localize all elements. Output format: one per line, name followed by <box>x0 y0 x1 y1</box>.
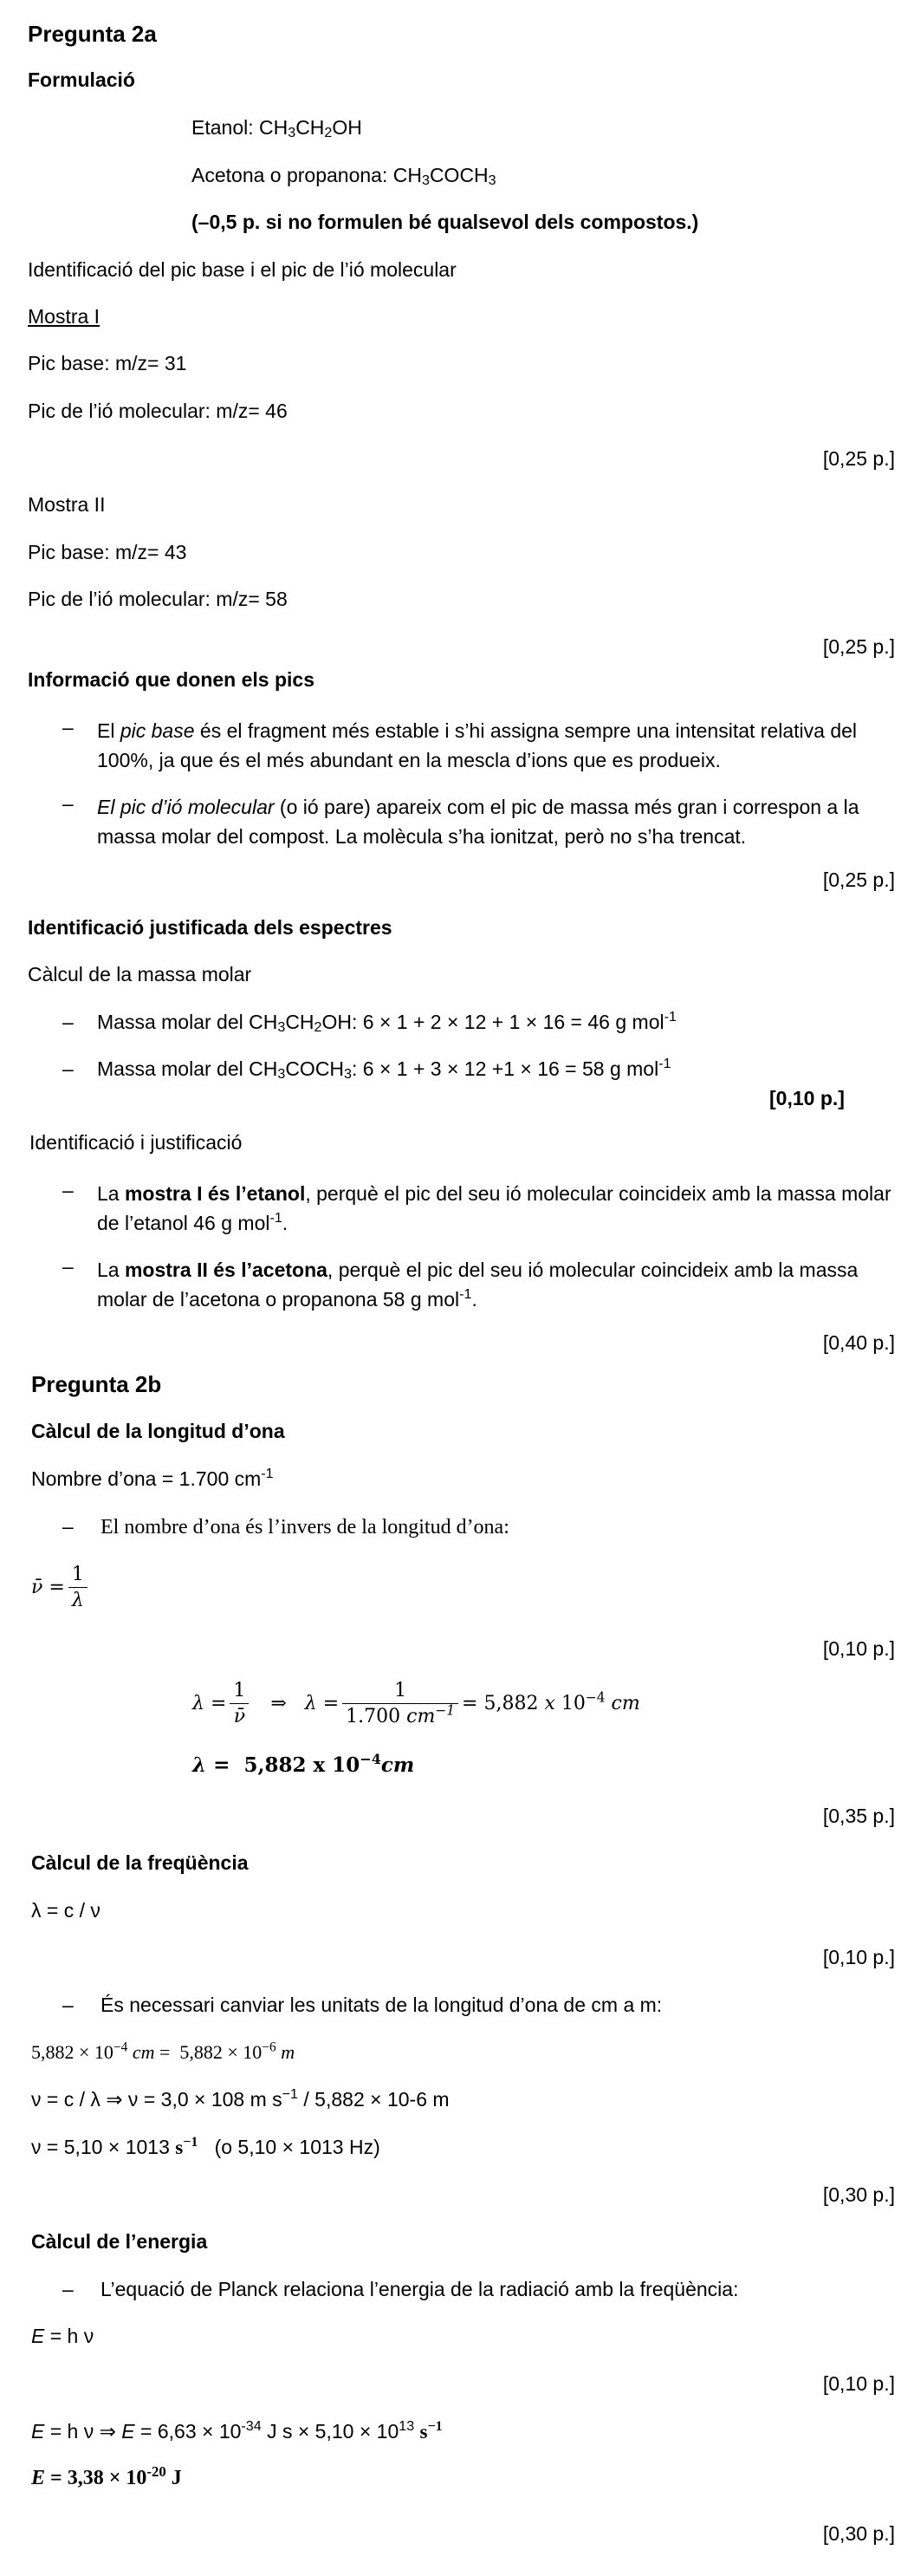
nu-calculation: ν = c / λ ⇒ ν = 3,0 × 108 m $s^{-1} / 5,882 \times 10-6$ m <box>31 2086 450 2111</box>
ij-heading: Identificació i justificació <box>29 1131 243 1154</box>
formulacio-heading: Formulació <box>28 68 135 91</box>
score-informacio: [0,25 p.] <box>822 868 895 891</box>
mostra2-pic-ion: Pic de l’ió molecular: m/z= 58 <box>28 588 288 610</box>
mostra2-pic-base: Pic base: m/z= 43 <box>28 541 187 563</box>
longitud-heading: Càlcul de la longitud d’ona <box>31 1420 285 1442</box>
unit-conversion: $5,882 \times 10^{-4}$ cm = $5,882 \times 10^{-6}$ m <box>31 2039 295 2063</box>
ij-item-2: La mostra II és l’acetona, perquè el pic del seu ió molecular coincideix amb la massa molar de l’acetona o propanona 58 g mol$^{-1}$. <box>97 1259 859 1311</box>
informacio-heading: Informació que donen els pics <box>28 668 315 691</box>
justificada-heading: Identificació justificada dels espectres <box>28 916 392 939</box>
massa-heading: Càlcul de la massa molar <box>28 963 252 986</box>
score-massa: [0,10 p.] <box>769 1087 845 1109</box>
longitud-bullet: El nombre d’ona és l’invers de la longitud d’ona: <box>100 1516 509 1538</box>
ij-item-1: La mostra I és l’etanol, perquè el pic del seu ió molecular coincideix amb la massa molar de l’etanol 46 g mol$^{-1}$. <box>97 1182 891 1234</box>
informacio-item-1: El pic base és el fragment més estable i s’hi assigna sempre una intensitat relativa del 100%, ja que és el més abundant en la mescla d’ions que es produeix. <box>97 719 858 771</box>
score-energia-2: [0,30 p.] <box>822 2522 895 2545</box>
frequencia-formula: λ = c / ν <box>31 1899 100 1922</box>
bullet-dash: – <box>62 1515 74 1538</box>
penalty-note: (–0,5 p. si no formulen bé qualsevol dels compostos.) <box>191 211 699 233</box>
score-mostra1: [0,25 p.] <box>822 447 895 470</box>
q2b-title: Pregunta 2b <box>31 1371 162 1397</box>
score-frequencia-1: [0,10 p.] <box>822 1946 895 1968</box>
lambda-result: λ = 5,882 x $10^{-4}cm$ <box>192 1751 415 1777</box>
score-longitud-2: [0,35 p.] <box>822 1805 895 1827</box>
bullet-dash: – <box>62 1011 74 1033</box>
bullet-dash: – <box>62 1179 74 1201</box>
nu-value: ν = 5,10 × 1013 $s^{-1}$ (o 5,10 × 1013 Hz) <box>31 2135 380 2158</box>
energia-result: $E = 3,38 \times 10^{-20}$ J <box>31 2462 182 2489</box>
etanol-formula: Etanol: $CH_3CH_2OH$ <box>191 116 362 141</box>
frequencia-heading: Càlcul de la freqüència <box>31 1851 249 1874</box>
energia-heading: Càlcul de l’energia <box>31 2230 208 2253</box>
identificacio-heading: Identificació del pic base i el pic de l’ió molecular <box>28 258 457 281</box>
score-mostra2: [0,25 p.] <box>822 635 895 658</box>
wavenumber-equation: ν̄ = $\frac{1}{\lambda}$ <box>31 1564 91 1612</box>
acetona-formula: Acetona o propanona: $CH_3COCH_3$ <box>191 164 496 189</box>
mostra1-pic-base: Pic base: m/z= 31 <box>28 352 187 374</box>
score-justificada: [0,40 p.] <box>822 1331 895 1354</box>
massa-etanol: Massa molar del $CH_3CH_2OH$: 6 × 1 + 2 × 12 + 1 × 16 = 46 g mol$^{-1}$ <box>97 1009 677 1036</box>
informacio-item-2: El pic d’ió molecular (o ió pare) apareix com el pic de massa més gran i correspon a la massa molar del compost. La molècula s’ha ionitzat, però no s’ha trencat. <box>97 796 859 848</box>
mostra1-label: Mostra I <box>28 305 100 328</box>
score-frequencia-2: [0,30 p.] <box>822 2183 895 2206</box>
bullet-dash: – <box>62 1057 74 1080</box>
score-energia-1: [0,10 p.] <box>822 2372 895 2395</box>
frequencia-bullet: És necessari canviar les unitats de la longitud d’ona de cm a m: <box>100 1994 663 2016</box>
bullet-dash: – <box>62 1255 74 1278</box>
bullet-dash: – <box>62 1994 74 2016</box>
nombre-ona: Nombre d’ona = 1.700 $cm^{-1}$ <box>31 1466 274 1490</box>
bullet-dash: – <box>62 716 74 738</box>
score-longitud-1: [0,10 p.] <box>822 1637 895 1660</box>
lambda-equation: λ = $\frac{1}{\nū}$ ⇒ λ = $\frac{1}{1.700 cm^{-1}}$ = 5,882 x $10^{-4}$ cm <box>192 1680 640 1728</box>
bullet-dash: – <box>62 792 74 815</box>
bullet-dash: – <box>62 2278 74 2300</box>
massa-acetona: Massa molar del $CH_3COCH_3$: 6 × 1 + 3 × 12 +1 × 16 = 58 g mol$^{-1}$ <box>97 1056 671 1083</box>
energia-calculation: E = h ν ⇒ $E = 6,63 \times 10^{-34}$ J $s \times 5,10 \times 10^{13}$ $s^{-1}$ <box>31 2418 443 2443</box>
q2a-title: Pregunta 2a <box>28 21 157 47</box>
energia-bullet: L’equació de Planck relaciona l’energia de la radiació amb la freqüència: <box>100 2278 739 2300</box>
mostra2-label: Mostra II <box>28 493 106 516</box>
planck-equation: E = h ν <box>31 2325 94 2347</box>
mostra1-pic-ion: Pic de l’ió molecular: m/z= 46 <box>28 400 288 422</box>
